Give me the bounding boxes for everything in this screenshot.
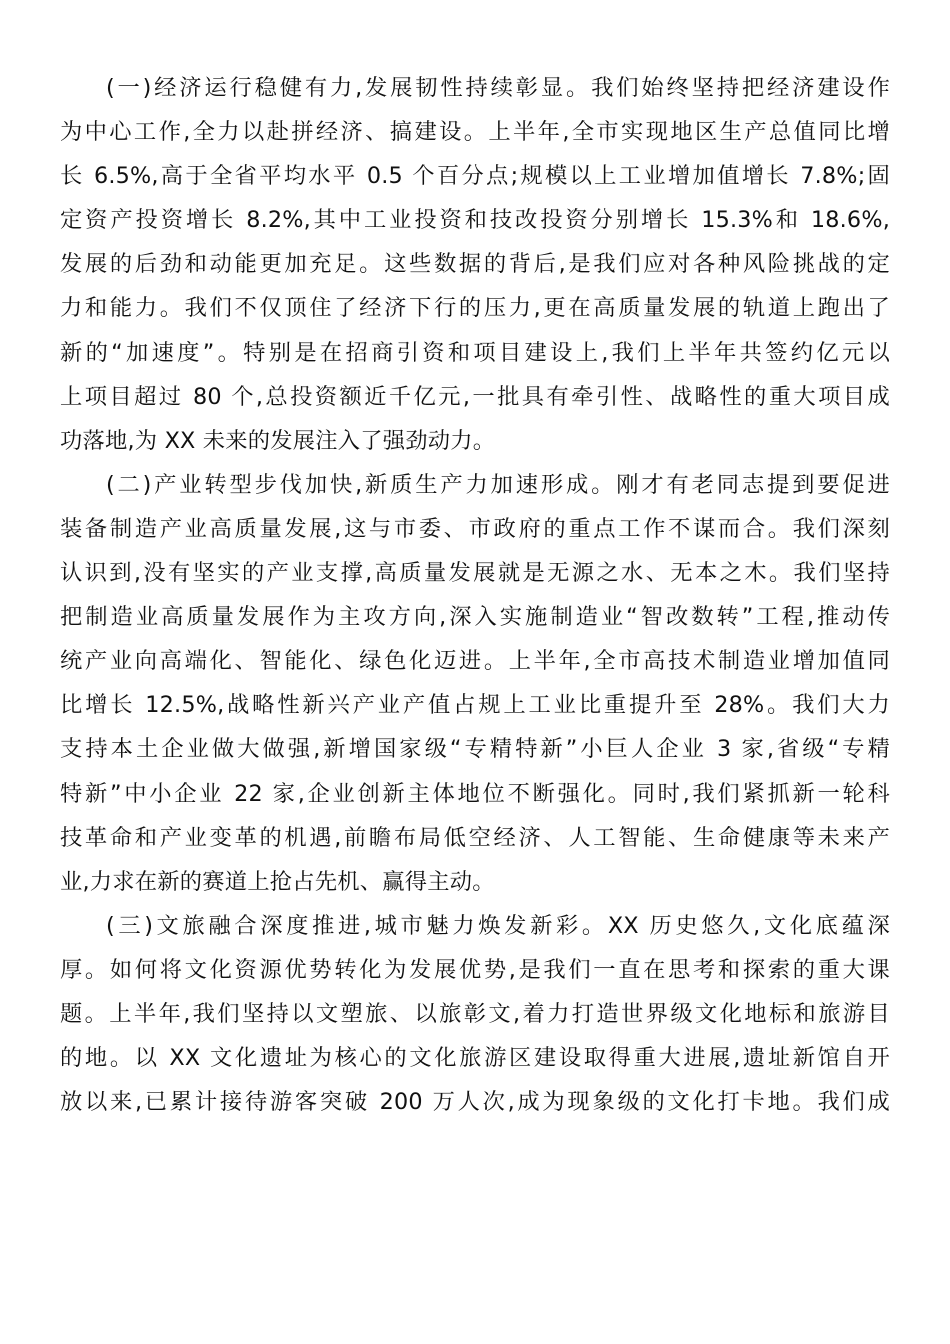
text-line: 上项目超过 80 个,总投资额近千亿元,一批具有牵引性、战略性的重大项目成	[60, 383, 890, 410]
text-line: 的地。以 XX 文化遗址为核心的文化旅游区建设取得重大进展,遗址新馆自开	[60, 1045, 890, 1072]
text-line: 认识到,没有坚实的产业支撑,高质量发展就是无源之水、无本之木。我们坚持	[60, 560, 890, 587]
text-line: 装备制造产业高质量发展,这与市委、市政府的重点工作不谋而合。我们深刻	[60, 515, 890, 542]
document-page	[60, 66, 890, 1124]
text-line: 支持本土企业做大做强,新增国家级“专精特新”小巨人企业 3 家,省级“专精	[60, 736, 890, 763]
text-line: 技革命和产业变革的机遇,前瞻布局低空经济、人工智能、生命健康等未来产	[60, 824, 890, 851]
text-line: (三)文旅融合深度推进,城市魅力焕发新彩。XX 历史悠久,文化底蕴深	[106, 912, 890, 939]
text-line: 力和能力。我们不仅顶住了经济下行的压力,更在高质量发展的轨道上跑出了	[60, 295, 890, 322]
text-line: 题。上半年,我们坚持以文塑旅、以旅彰文,着力打造世界级文化地标和旅游目	[60, 1000, 890, 1027]
text-line: 放以来,已累计接待游客突破 200 万人次,成为现象级的文化打卡地。我们成	[60, 1089, 890, 1116]
text-line: 比增长 12.5%,战略性新兴产业产值占规上工业比重提升至 28%。我们大力	[60, 692, 890, 719]
text-line: 功落地,为 XX 未来的发展注入了强劲动力。	[60, 427, 496, 454]
paragraph-culture-tourism	[60, 904, 890, 1124]
text-line: 业,力求在新的赛道上抢占先机、赢得主动。	[60, 868, 495, 895]
text-line: 长 6.5%,高于全省平均水平 0.5 个百分点;规模以上工业增加值增长 7.8%;固	[60, 163, 890, 190]
text-line: 发展的后劲和动能更加充足。这些数据的背后,是我们应对各种风险挑战的定	[60, 251, 890, 278]
text-line: 新的“加速度”。特别是在招商引资和项目建设上,我们上半年共签约亿元以	[60, 339, 890, 366]
text-line: 为中心工作,全力以赴拼经济、搞建设。上半年,全市实现地区生产总值同比增	[60, 119, 890, 146]
paragraph-economy	[60, 66, 890, 463]
text-line: (二)产业转型步伐加快,新质生产力加速形成。刚才有老同志提到要促进	[106, 471, 890, 498]
text-line: 特新”中小企业 22 家,企业创新主体地位不断强化。同时,我们紧抓新一轮科	[60, 780, 890, 807]
text-line: 厚。如何将文化资源优势转化为发展优势,是我们一直在思考和探索的重大课	[60, 956, 890, 983]
text-line: 定资产投资增长 8.2%,其中工业投资和技改投资分别增长 15.3%和 18.6%,	[60, 207, 890, 234]
text-line: (一)经济运行稳健有力,发展韧性持续彰显。我们始终坚持把经济建设作	[106, 75, 890, 101]
text-line: 统产业向高端化、智能化、绿色化迈进。上半年,全市高技术制造业增加值同	[60, 648, 890, 675]
paragraph-industry	[60, 463, 890, 904]
text-line: 把制造业高质量发展作为主攻方向,深入实施制造业“智改数转”工程,推动传	[60, 604, 890, 631]
